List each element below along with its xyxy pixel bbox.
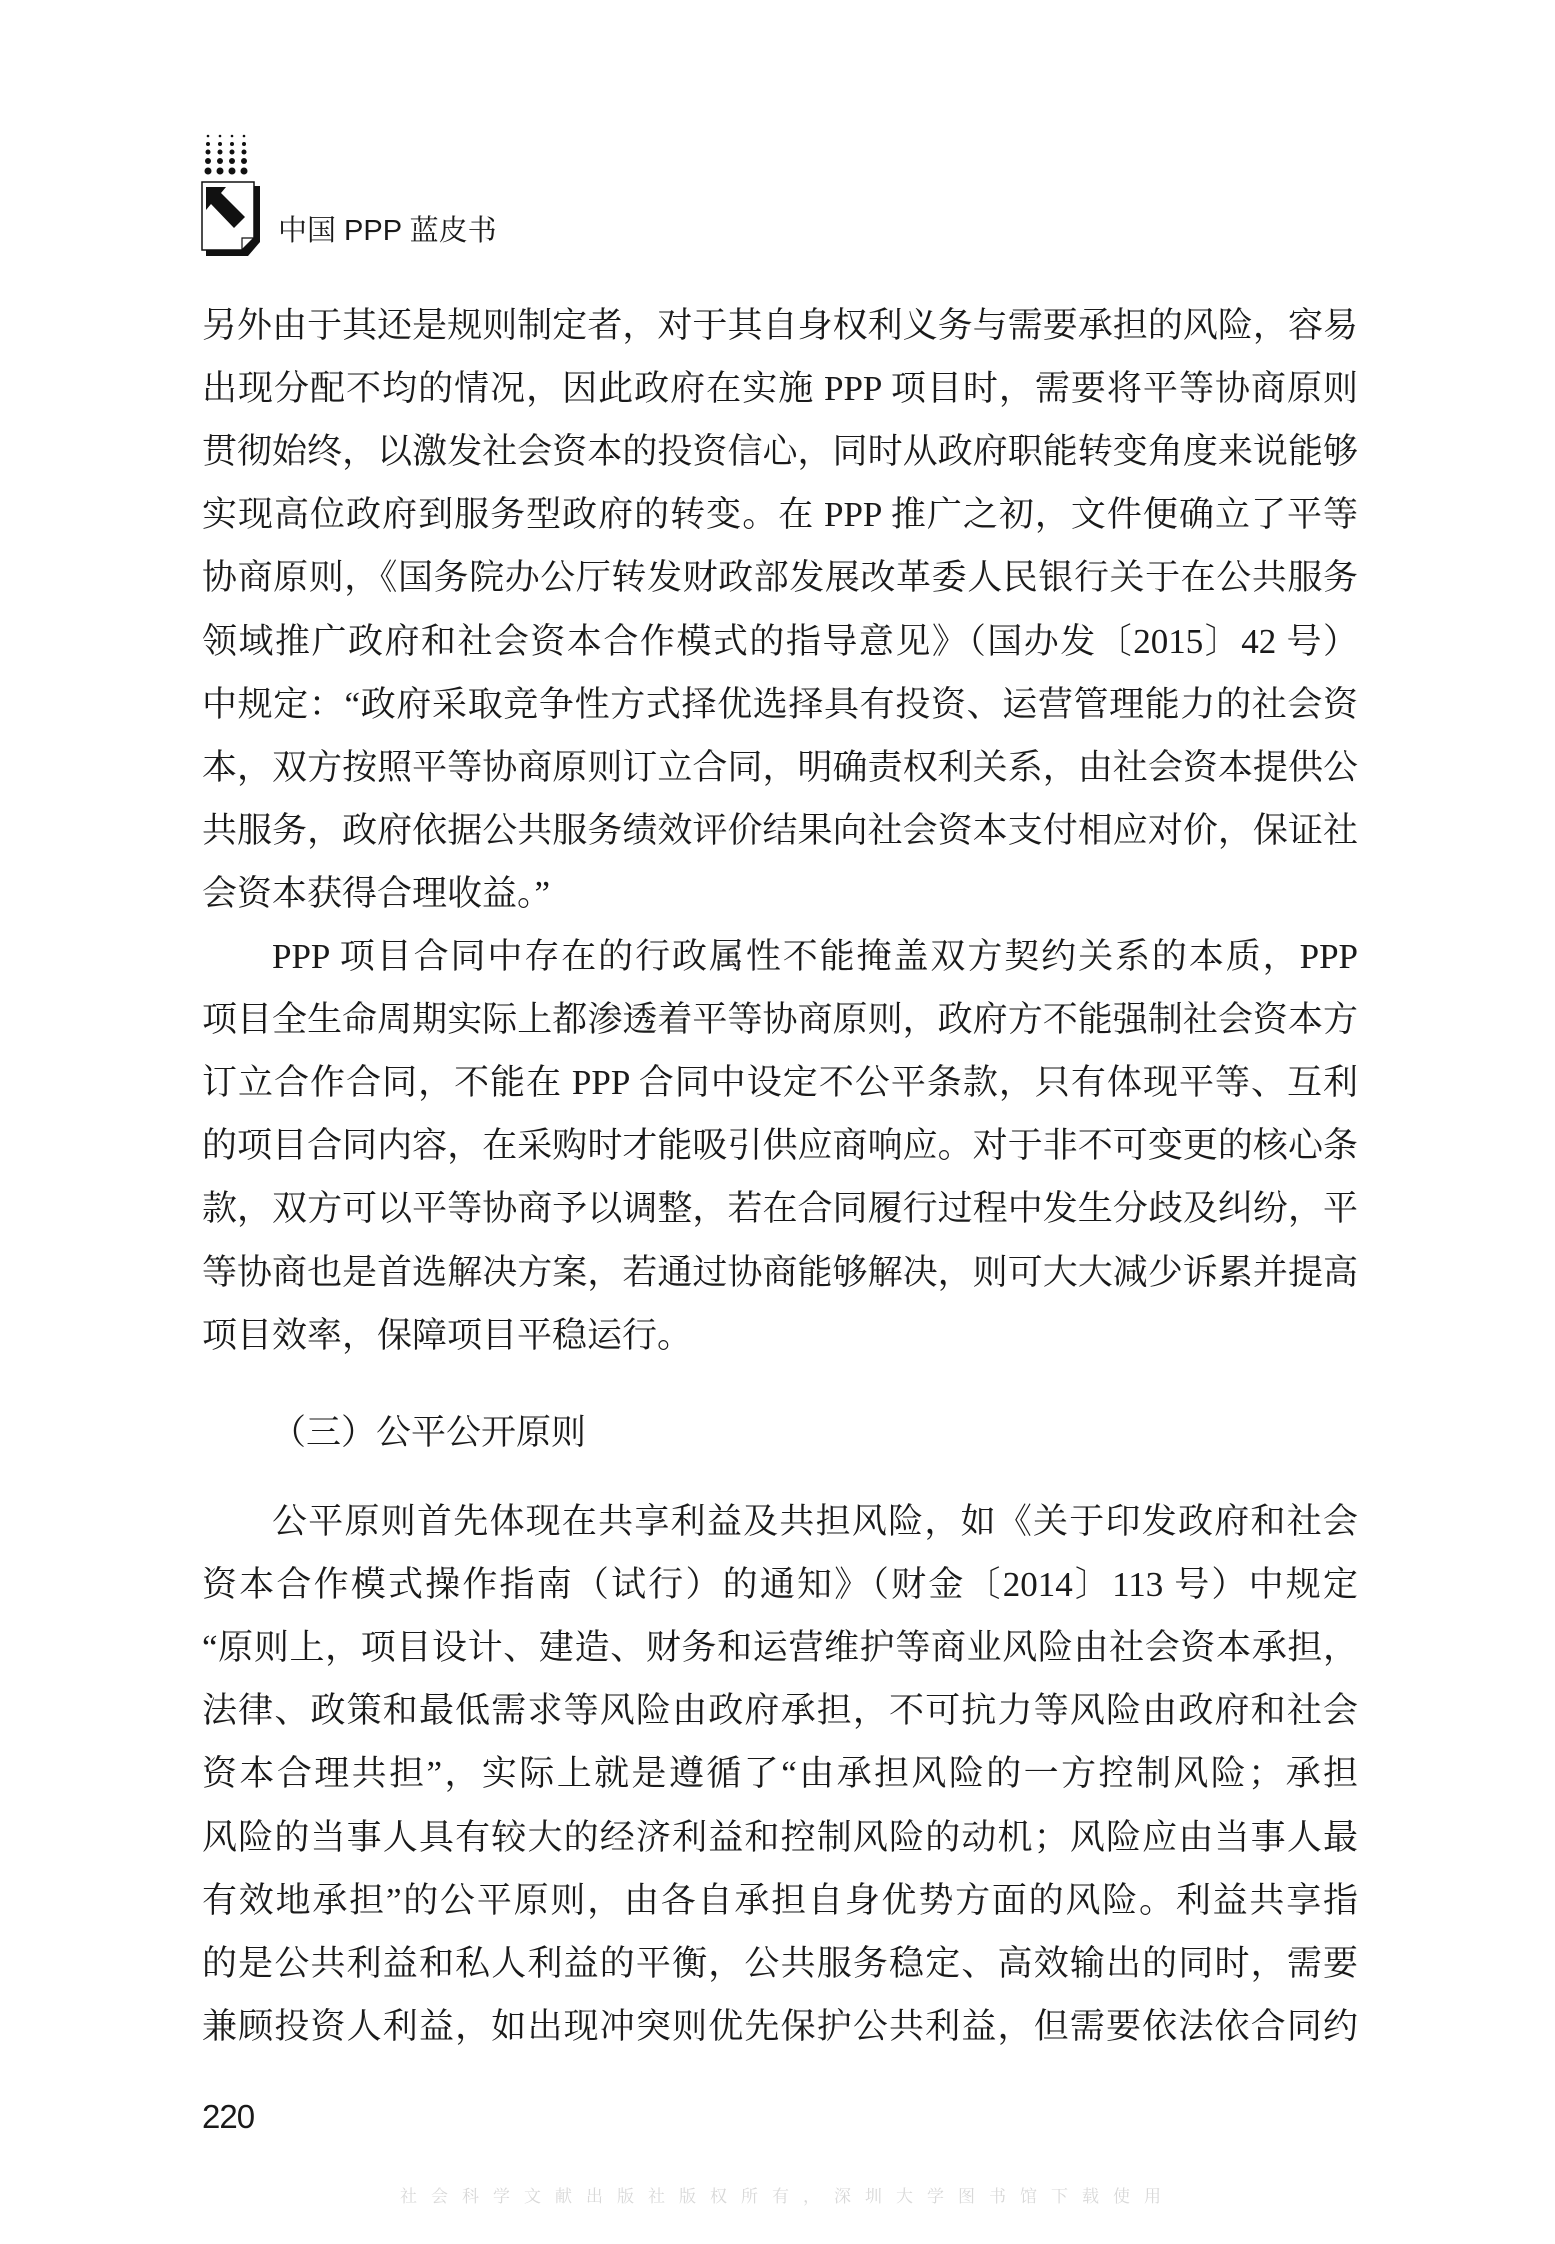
paragraph-line: 公平原则首先体现在共享利益及共担风险，如《关于印发政府和社会 xyxy=(272,1502,1358,1541)
paragraph-line: 本，双方按照平等协商原则订立合同，明确责权利关系，由社会资本提供公 xyxy=(202,747,1358,787)
running-header-title: 中国 PPP 蓝皮书 xyxy=(278,215,497,247)
watermark: 社会科学文献出版社版权所有，深圳大学图书馆下载使用 xyxy=(400,2187,1175,2207)
book-series-logo xyxy=(200,130,262,267)
paragraph-line: 领域推广政府和社会资本合作模式的指导意见》（国办发〔2015〕42 号） xyxy=(202,621,1358,661)
paragraph-line: 兼顾投资人利益，如出现冲突则优先保护公共利益，但需要依法依合同约 xyxy=(202,2006,1358,2046)
paragraph-line: 资本合理共担”，实际上就是遵循了“由承担风险的一方控制风险；承担 xyxy=(202,1754,1358,1794)
page-number: 220 xyxy=(202,2098,255,2135)
paragraph-line: 另外由于其还是规则制定者，对于其自身权利义务与需要承担的风险，容易 xyxy=(202,306,1358,345)
paragraph-line: 协商原则，《国务院办公厅转发财政部发展改革委人民银行关于在公共服务 xyxy=(202,558,1358,598)
paragraph-line: 款，双方可以平等协商予以调整，若在合同履行过程中发生分歧及纠纷，平 xyxy=(202,1189,1358,1229)
paragraph-line: “原则上，项目设计、建造、财务和运营维护等商业风险由社会资本承担， xyxy=(202,1628,1358,1668)
paragraph-line: 项目效率，保障项目平稳运行。 xyxy=(202,1315,693,1355)
paragraph-line: 订立合作合同，不能在 PPP 合同中设定不公平条款，只有体现平等、互利 xyxy=(202,1063,1358,1103)
section-heading: （三）公平公开原则 xyxy=(271,1413,587,1452)
paragraph-line: 出现分配不均的情况，因此政府在实施 PPP 项目时，需要将平等协商原则 xyxy=(202,369,1358,409)
paragraph-line: 资本合作模式操作指南（试行）的通知》（财金〔2014〕113 号）中规定 xyxy=(202,1565,1358,1605)
paragraph-line: 共服务，政府依据公共服务绩效评价结果向社会资本支付相应对价，保证社 xyxy=(202,810,1358,850)
paragraph-line: 贯彻始终，以激发社会资本的投资信心，同时从政府职能转变角度来说能够 xyxy=(202,432,1358,472)
paragraph-line: PPP 项目合同中存在的行政属性不能掩盖双方契约关系的本质，PPP xyxy=(272,937,1358,976)
paragraph-line: 风险的当事人具有较大的经济利益和控制风险的动机；风险应由当事人最 xyxy=(202,1817,1358,1857)
paragraph-line: 中规定：“政府采取竞争性方式择优选择具有投资、运营管理能力的社会资 xyxy=(202,684,1358,724)
paragraph-line: 等协商也是首选解决方案，若通过协商能够解决，则可大大减少诉累并提高 xyxy=(202,1252,1358,1292)
paragraph-line: 法律、政策和最低需求等风险由政府承担，不可抗力等风险由政府和社会 xyxy=(202,1691,1358,1731)
paragraph-line: 会资本获得合理收益。” xyxy=(202,873,551,913)
paragraph-line: 的是公共利益和私人利益的平衡，公共服务稳定、高效输出的同时，需要 xyxy=(202,1943,1358,1983)
paragraph-line: 项目全生命周期实际上都渗透着平等协商原则，政府方不能强制社会资本方 xyxy=(202,1000,1358,1040)
paragraph-line: 实现高位政府到服务型政府的转变。在 PPP 推广之初，文件便确立了平等 xyxy=(202,495,1358,535)
paragraph-line: 的项目合同内容，在采购时才能吸引供应商响应。对于非不可变更的核心条 xyxy=(202,1126,1358,1166)
logo-icon xyxy=(200,130,262,262)
paragraph-line: 有效地承担”的公平原则，由各自承担自身优势方面的风险。利益共享指 xyxy=(202,1880,1358,1920)
